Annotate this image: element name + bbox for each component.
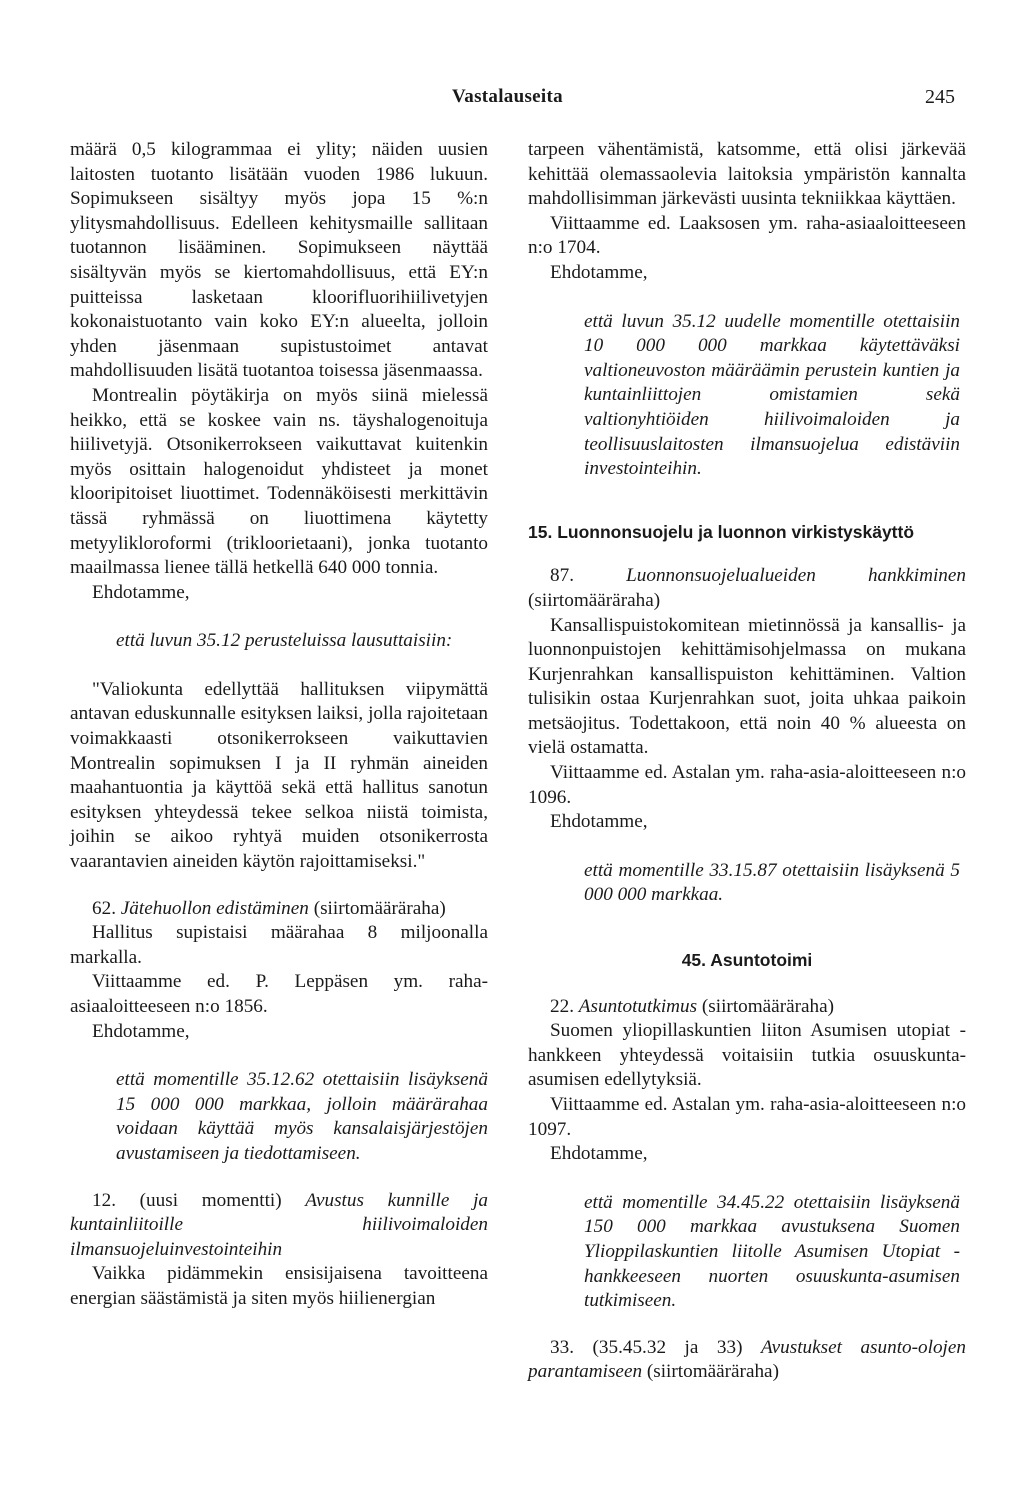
paragraph: tarpeen vähentämistä, katsomme, että olisi järkevää kehittää olemassaolevia laitoksia ympäristön kannalta mahdollisimman järkevästi uusinta tekniikkaa käyttäen. xyxy=(528,139,966,210)
item-type: (siirtomääräraha) xyxy=(642,1361,779,1383)
item-title: Avustus kunnille ja kuntainliitoille hiilivoimaloiden ilmansuojeluinvestointeihin xyxy=(70,1189,488,1260)
item-title: Asuntotutkimus xyxy=(578,995,698,1017)
proposal-intro: Ehdotamme, xyxy=(550,1143,648,1165)
paragraph: Hallitus supistaisi määrahaa 8 miljoonalla markalla. xyxy=(70,922,488,968)
proposal-intro: Ehdotamme, xyxy=(550,261,648,283)
paragraph: Kansallispuistokomitean mietinnössä ja kansallis- ja luonnonpuistojen kehittämisohjelmassa on mukana Kurjenrahkan kansallispuiston kehittäminen. Valtion tulisikin ostaa Kurjenrahkan suot, joita uhkaa paikoin metsäojitus. Todettakoon, että noin 40 % alueesta on vielä ostamatta. xyxy=(528,614,966,759)
item-heading xyxy=(528,564,966,613)
page-number: 245 xyxy=(925,86,955,108)
item-number: 33. (35.45.32 ja 33) xyxy=(550,1336,761,1358)
paragraph: Suomen yliopillaskuntien liiton Asumisen utopiat -hankkeen yhteydessä voitaisiin tutkia osuuskunta-asumisen edellytyksiä. xyxy=(528,1020,966,1091)
paragraph: määrä 0,5 kilogrammaa ei ylity; näiden uusien laitosten tuotanto lisätään vuoden 1986 lukuun. Sopimukseen sisältyy myös jopa 15 %:n ylitysmahdollisuus. Edelleen kehitysmaille sallitaan tuotannon lisääminen. Sopimukseen näyttää sisältyvän myös se kiertomahdollisuus, että EY:n puitteissa lasketaan kloorifluorihiilivetyjen kokonaistuotanto vain koko EY:n alueelta, jolloin yhden jäsenmaan supistustoimet antavat mahdollisuuden lisätä tuotantoa toisessa jäsenmaassa. xyxy=(70,139,488,382)
paragraph: Viittaamme ed. Astalan ym. raha-asia-aloitteeseen n:o 1096. xyxy=(528,762,966,808)
item-number: 62. xyxy=(92,897,121,919)
item-number: 22. xyxy=(550,995,579,1017)
proposal-text: että luvun 35.12 perusteluissa lausuttaisiin: xyxy=(116,630,453,652)
item-heading xyxy=(528,1336,966,1385)
right-column xyxy=(528,138,966,1385)
paragraph: Viittaamme ed. Laaksosen ym. raha-asiaaloitteeseen n:o 1704. xyxy=(528,212,966,259)
item-type: (siirtomääräraha) xyxy=(528,589,661,611)
proposal-text: että momentille 33.15.87 otettaisiin lisäyksenä 5 000 000 markkaa. xyxy=(584,859,960,906)
section-heading: 45. Asuntotoimi xyxy=(681,950,813,971)
item-number: 87. xyxy=(550,565,627,587)
item-title: Luonnonsuojelualueiden hankkiminen xyxy=(626,565,966,587)
item-heading xyxy=(70,1189,488,1263)
paragraph: Viittaamme ed. Astalan ym. raha-asia-aloitteeseen n:o 1097. xyxy=(528,1094,966,1140)
item-number: 12. (uusi momentti) xyxy=(92,1189,306,1211)
paragraph: Vaikka pidämmekin ensisijaisena tavoitteena energian säästämistä ja siten myös hiilienergian xyxy=(70,1263,488,1309)
left-column xyxy=(70,138,488,1312)
item-title: Avustukset asunto-olojen parantamiseen xyxy=(528,1336,966,1383)
paragraph: Montrealin pöytäkirja on myös siinä mielessä heikko, että se koskee vain ns. täyshalogenoituja hiilivetyjä. Otsonikerrokseen vaikuttavat kuitenkin myös osittain halogenoidut yhdisteet ja monet klooripitoiset liuottimet. Todennäköisesti merkittävin tässä ryhmässä on liuottimena käytetty metyylikloroformi (trikloorietaani), jonka tuotanto maailmassa lienee tällä hetkellä 640 000 tonnia. xyxy=(70,384,488,579)
item-heading xyxy=(70,897,488,922)
proposal-text: että luvun 35.12 uudelle momentille otettaisiin 10 000 000 markkaa käytettäväksi valtioneuvoston määräämin perustein kuntien ja kuntainliittojen omistamien sekä valtionyhtiöiden hiilivoimaloiden ja teollisuuslaitosten ilmansuojelua edistäviin investointeihin. xyxy=(584,310,960,480)
proposal-intro: Ehdotamme, xyxy=(92,1020,190,1042)
section-heading: 15. Luonnonsuojelu ja luonnon virkistyskäyttö xyxy=(528,521,915,542)
proposal-intro: Ehdotamme, xyxy=(92,581,190,603)
item-title: Jätehuollon edistäminen xyxy=(120,897,309,919)
running-title: Vastalauseita xyxy=(452,86,563,107)
proposal-text: että momentille 35.12.62 otettaisiin lisäyksenä 15 000 000 markkaa, jolloin määrärahaa voidaan käyttää myös kansalaisjärjestöjen avustamiseen ja tiedottamiseen. xyxy=(116,1069,488,1164)
proposal-text: että momentille 34.45.22 otettaisiin lisäyksenä 150 000 markkaa avustuksena Suomen Ylioppilaskuntien liitolle Asumisen Utopiat -hankkeeseen nuorten osuuskunta-asumisen tutkimiseen. xyxy=(584,1191,960,1312)
paragraph: Viittaamme ed. P. Leppäsen ym. raha-asiaaloitteeseen n:o 1856. xyxy=(70,971,488,1017)
item-type: (siirtomääräraha) xyxy=(697,995,835,1017)
item-heading xyxy=(528,995,966,1020)
proposal-intro: Ehdotamme, xyxy=(550,811,648,833)
quoted-statement: "Valiokunta edellyttää hallituksen viipymättä antavan eduskunnalle esityksen laiksi, jolla rajoitetaan voimakkaasti otsonikerrokseen vaikuttavien Montrealin sopimuksen I ja II ryhmän aineiden maahantuontia ja käyttöä sekä että hallitus sanotun esityksen yhteydessä tekee selkoa niistä toimista, joihin se aikoo ryhtyä muiden otsonikerrosta vaarantavien aineiden käytön rajoittamiseksi." xyxy=(70,678,488,873)
item-type: (siirtomääräraha) xyxy=(308,897,446,919)
